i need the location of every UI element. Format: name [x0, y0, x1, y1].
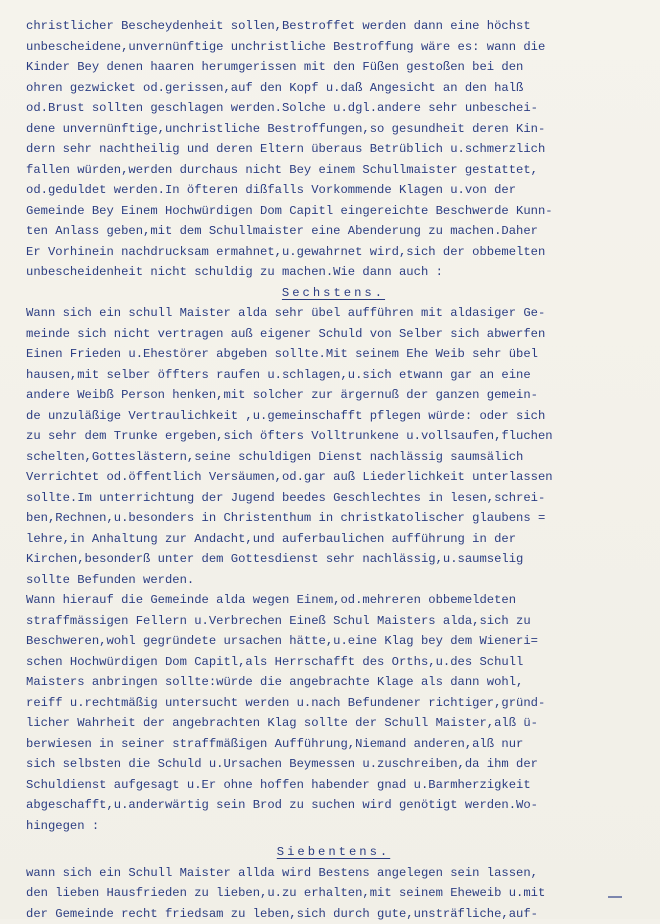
text-line: unbescheidene,unvernünftige unchristliche Bestroffung wäre es: wann die — [26, 37, 641, 58]
paragraph-block-1 — [26, 16, 641, 283]
text-line: Verrichtet od.öffentlich Versäumen,od.gar auß Liederlichkeit unterlassen — [26, 467, 641, 488]
text-line: Schuldienst aufgesagt u.Er ohne hoffen habender gnad u.Barmherzigkeit — [26, 775, 641, 796]
text-line: sich selbsten die Schuld u.Ursachen Beymessen u.zuschreiben,da ihm der — [26, 754, 641, 775]
text-line: Einen Frieden u.Ehestörer abgeben sollte.Mit seinem Ehe Weib sehr übel — [26, 344, 641, 365]
text-line: sollte Befunden werden. — [26, 570, 641, 591]
text-line: dern sehr nachtheilig und deren Eltern überaus Betrüblich u.schmerzlich — [26, 139, 641, 160]
text-line: christlicher Bescheydenheit sollen,Bestroffet werden dann eine höchst — [26, 16, 641, 37]
section-heading-siebentens: Siebentens. — [26, 842, 641, 863]
text-line: Beschweren,wohl gegründete ursachen hätte,u.eine Klag bey dem Wieneri= — [26, 631, 641, 652]
text-line: de unzuläßige Vertraulichkeit ,u.gemeinschafft pflegen würde: oder sich — [26, 406, 641, 427]
text-line: berwiesen in seiner straffmäßigen Aufführung,Niemand anderen,alß nur — [26, 734, 641, 755]
text-line: zu sehr dem Trunke ergeben,sich öfters Volltrunkene u.vollsaufen,fluchen — [26, 426, 641, 447]
text-line: sollte.Im unterrichtung der Jugend beedes Geschlechtes in lesen,schrei- — [26, 488, 641, 509]
text-line: od.geduldet werden.In öfteren dißfalls Vorkommende Klagen u.von der — [26, 180, 641, 201]
text-line: den lieben Hausfrieden zu lieben,u.zu erhalten,mit seinem Eheweib u.mit — [26, 883, 641, 904]
page-corner-mark — [608, 896, 622, 898]
document-body — [26, 16, 641, 924]
text-line: andere Weibß Person henken,mit solcher zur ärgernuß der ganzen gemein- — [26, 385, 641, 406]
text-line: unbescheidenheit nicht schuldig zu machen.Wie dann auch : — [26, 262, 641, 283]
text-line: lehre,in Anhaltung zur Andacht,und auferbaulichen aufführung in der — [26, 529, 641, 550]
text-line: Wann hierauf die Gemeinde alda wegen Einem,od.mehreren obbemeldeten — [26, 590, 641, 611]
text-line: ohren gezwicket od.gerissen,auf den Kopf u.daß Angesicht an den halß — [26, 78, 641, 99]
text-line: dene unvernünftige,unchristliche Bestroffungen,so gesundheit deren Kin- — [26, 119, 641, 140]
text-line: reiff u.rechtmäßig untersucht werden u.nach Befundener richtiger,gründ- — [26, 693, 641, 714]
text-line: Er Vorhinein nachdrucksam ermahnet,u.gewahrnet wird,sich der obbemelten — [26, 242, 641, 263]
text-line: Kinder Bey denen haaren herumgerissen mit den Füßen gestoßen bei den — [26, 57, 641, 78]
text-line: ben,Rechnen,u.besonders in Christenthum in christkatolischer glaubens = — [26, 508, 641, 529]
text-line: wann sich ein Schull Maister allda wird Bestens angelegen sein lassen, — [26, 863, 641, 884]
section-heading-sechstens: Sechstens. — [26, 283, 641, 304]
paragraph-block-3 — [26, 863, 641, 924]
text-line: ten Anlass geben,mit dem Schullmaister eine Abenderung zu machen.Daher — [26, 221, 641, 242]
text-line: straffmässigen Fellern u.Verbrechen Eineß Schul Maisters alda,sich zu — [26, 611, 641, 632]
text-line: Maisters anbringen sollte:würde die angebrachte Klage als dann wohl, — [26, 672, 641, 693]
text-line: meinde sich nicht vertragen auß eigener Schuld von Selber sich abwerfen — [26, 324, 641, 345]
text-line: Kirchen,besonderß unter dem Gottesdienst sehr nachlässig,u.saumselig — [26, 549, 641, 570]
text-line: Gemeinde Bey Einem Hochwürdigen Dom Capitl eingereichte Beschwerde Kunn- — [26, 201, 641, 222]
text-line: hausen,mit selber öffters raufen u.schlagen,u.sich etwann gar an eine — [26, 365, 641, 386]
text-line: der Gemeinde recht friedsam zu leben,sich durch gute,unsträfliche,auf- — [26, 904, 641, 924]
text-line: licher Wahrheit der angebrachten Klag sollte der Schull Maister,alß ü- — [26, 713, 641, 734]
text-line: hingegen : — [26, 816, 641, 837]
text-line: schelten,Gotteslästern,seine schuldigen Dienst nachlässig saumsälich — [26, 447, 641, 468]
text-line: fallen würden,werden durchaus nicht Bey einem Schullmaister gestattet, — [26, 160, 641, 181]
text-line: schen Hochwürdigen Dom Capitl,als Herrschafft des Orths,u.des Schull — [26, 652, 641, 673]
paragraph-block-2 — [26, 303, 641, 836]
text-line: Wann sich ein schull Maister alda sehr übel aufführen mit aldasiger Ge- — [26, 303, 641, 324]
text-line: od.Brust sollten geschlagen werden.Solche u.dgl.andere sehr unbeschei- — [26, 98, 641, 119]
text-line: abgeschafft,u.anderwärtig sein Brod zu suchen wird genötigt werden.Wo- — [26, 795, 641, 816]
